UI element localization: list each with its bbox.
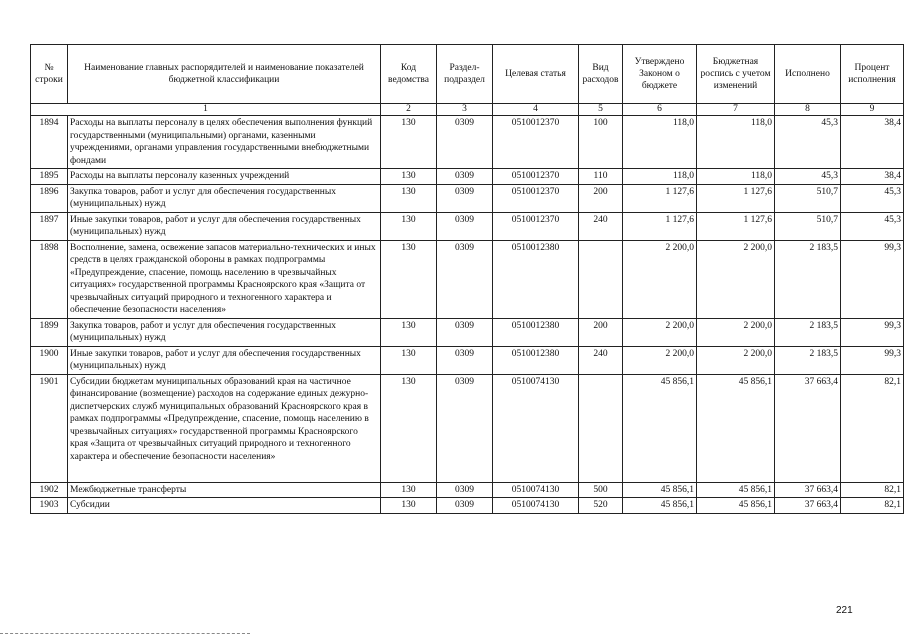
executed-amount: 2 183,5: [775, 346, 841, 374]
budget-list-amount: 118,0: [697, 116, 775, 169]
header-department-code: Код ведомства: [381, 45, 437, 104]
approved-amount: 118,0: [623, 116, 697, 169]
approved-amount: 2 200,0: [623, 346, 697, 374]
department-code: 130: [381, 482, 437, 498]
row-name: Расходы на выплаты персоналу казенных учреждений: [68, 169, 381, 185]
target-article: 0510012380: [493, 240, 579, 318]
target-article: 0510012380: [493, 318, 579, 346]
table-row: [31, 498, 904, 514]
row-number: 1899: [31, 318, 68, 346]
budget-list-amount: 1 127,6: [697, 184, 775, 212]
expense-type: [579, 240, 623, 318]
approved-amount: 2 200,0: [623, 240, 697, 318]
executed-amount: 45,3: [775, 116, 841, 169]
section-code: 0309: [437, 482, 493, 498]
column-number: 4: [493, 104, 579, 116]
execution-percent: 45,3: [841, 212, 904, 240]
target-article: 0510074130: [493, 374, 579, 482]
executed-amount: 510,7: [775, 184, 841, 212]
expense-type: 240: [579, 346, 623, 374]
department-code: 130: [381, 240, 437, 318]
executed-amount: 510,7: [775, 212, 841, 240]
expense-type: 100: [579, 116, 623, 169]
table-row: [31, 184, 904, 212]
section-code: 0309: [437, 116, 493, 169]
executed-amount: 2 183,5: [775, 318, 841, 346]
budget-list-amount: 45 856,1: [697, 374, 775, 482]
row-name: Расходы на выплаты персоналу в целях обеспечения выполнения функций государственными (муниципальными) органами, казенными учреждениями, органами управления государственными внебюджетными фондами: [68, 116, 381, 169]
target-article: 0510074130: [493, 482, 579, 498]
section-code: 0309: [437, 184, 493, 212]
column-number: 6: [623, 104, 697, 116]
table-row: [31, 374, 904, 482]
execution-percent: 38,4: [841, 116, 904, 169]
row-name: Межбюджетные трансферты: [68, 482, 381, 498]
department-code: 130: [381, 318, 437, 346]
expense-type: 110: [579, 169, 623, 185]
section-code: 0309: [437, 212, 493, 240]
row-number: 1900: [31, 346, 68, 374]
table-row: [31, 318, 904, 346]
table-row: [31, 482, 904, 498]
table-row: [31, 116, 904, 169]
budget-list-amount: 2 200,0: [697, 346, 775, 374]
header-section: Раздел-подраздел: [437, 45, 493, 104]
table-row: [31, 212, 904, 240]
budget-list-amount: 118,0: [697, 169, 775, 185]
column-number: 1: [31, 104, 381, 116]
target-article: 0510012380: [493, 346, 579, 374]
page-number: 221: [836, 605, 853, 616]
budget-list-amount: 1 127,6: [697, 212, 775, 240]
table-row: [31, 346, 904, 374]
budget-list-amount: 2 200,0: [697, 240, 775, 318]
column-number: 7: [697, 104, 775, 116]
row-number: 1894: [31, 116, 68, 169]
row-name: Субсидии бюджетам муниципальных образований края на частичное финансирование (возмещение) расходов на содержание единых дежурно-диспетчерских служб муниципальных образований Красноярского края в рамках подпрограммы «Предупреждение, спасение, помощь населению в чрезвычайных ситуациях» государственной программы Красноярского края «Защита от чрезвычайных ситуаций природного и техногенного характера и обеспечение безопасности населения»: [68, 374, 381, 482]
row-name: Восполнение, замена, освежение запасов материально-технических и иных средств в целях гражданской обороны в рамках подпрограммы «Предупреждение, спасение, помощь населению в чрезвычайных ситуациях» государственной программы Красноярского края «Защита от чрезвычайных ситуаций природного и техногенного характера и обеспечение безопасности населения»: [68, 240, 381, 318]
execution-percent: 82,1: [841, 482, 904, 498]
executed-amount: 37 663,4: [775, 374, 841, 482]
budget-list-amount: 45 856,1: [697, 482, 775, 498]
section-code: 0309: [437, 169, 493, 185]
row-name: Субсидии: [68, 498, 381, 514]
approved-amount: 1 127,6: [623, 184, 697, 212]
header-executed: Исполнено: [775, 45, 841, 104]
expense-type: 200: [579, 318, 623, 346]
department-code: 130: [381, 116, 437, 169]
department-code: 130: [381, 184, 437, 212]
row-name: Иные закупки товаров, работ и услуг для обеспечения государственных (муниципальных) нужд: [68, 346, 381, 374]
department-code: 130: [381, 212, 437, 240]
target-article: 0510012370: [493, 116, 579, 169]
column-number: 3: [437, 104, 493, 116]
target-article: 0510012370: [493, 169, 579, 185]
header-approved: Утверждено Законом о бюджете: [623, 45, 697, 104]
header-percent: Процент исполнения: [841, 45, 904, 104]
execution-percent: 38,4: [841, 169, 904, 185]
header-row: [31, 45, 904, 104]
expense-type: 240: [579, 212, 623, 240]
execution-percent: 99,3: [841, 318, 904, 346]
execution-percent: 82,1: [841, 374, 904, 482]
department-code: 130: [381, 374, 437, 482]
scan-artifact-line: [0, 633, 250, 635]
row-number: 1901: [31, 374, 68, 482]
header-budget-list: Бюджетная роспись с учетом изменений: [697, 45, 775, 104]
section-code: 0309: [437, 346, 493, 374]
target-article: 0510012370: [493, 212, 579, 240]
expense-type: [579, 374, 623, 482]
expense-type: 200: [579, 184, 623, 212]
execution-percent: 99,3: [841, 346, 904, 374]
approved-amount: 1 127,6: [623, 212, 697, 240]
column-number: 5: [579, 104, 623, 116]
row-number: 1902: [31, 482, 68, 498]
section-code: 0309: [437, 318, 493, 346]
row-number: 1896: [31, 184, 68, 212]
approved-amount: 45 856,1: [623, 482, 697, 498]
budget-list-amount: 45 856,1: [697, 498, 775, 514]
row-number: 1898: [31, 240, 68, 318]
executed-amount: 37 663,4: [775, 482, 841, 498]
section-code: 0309: [437, 374, 493, 482]
target-article: 0510012370: [493, 184, 579, 212]
header-target-article: Целевая статья: [493, 45, 579, 104]
row-name: Закупка товаров, работ и услуг для обеспечения государственных (муниципальных) нужд: [68, 318, 381, 346]
executed-amount: 45,3: [775, 169, 841, 185]
column-number: 2: [381, 104, 437, 116]
approved-amount: 45 856,1: [623, 374, 697, 482]
row-number: 1895: [31, 169, 68, 185]
execution-percent: 82,1: [841, 498, 904, 514]
row-number: 1903: [31, 498, 68, 514]
section-code: 0309: [437, 240, 493, 318]
column-number-row: [31, 104, 904, 116]
header-expense-type: Вид расходов: [579, 45, 623, 104]
executed-amount: 2 183,5: [775, 240, 841, 318]
department-code: 130: [381, 498, 437, 514]
execution-percent: 99,3: [841, 240, 904, 318]
column-number: 9: [841, 104, 904, 116]
column-number: 8: [775, 104, 841, 116]
execution-percent: 45,3: [841, 184, 904, 212]
table-row: [31, 169, 904, 185]
department-code: 130: [381, 346, 437, 374]
row-name: Иные закупки товаров, работ и услуг для обеспечения государственных (муниципальных) нужд: [68, 212, 381, 240]
department-code: 130: [381, 169, 437, 185]
header-row-number: № строки: [31, 45, 68, 104]
approved-amount: 118,0: [623, 169, 697, 185]
expense-type: 500: [579, 482, 623, 498]
table-row: [31, 240, 904, 318]
expense-type: 520: [579, 498, 623, 514]
budget-table: [30, 44, 904, 514]
approved-amount: 2 200,0: [623, 318, 697, 346]
row-number: 1897: [31, 212, 68, 240]
target-article: 0510074130: [493, 498, 579, 514]
row-name: Закупка товаров, работ и услуг для обеспечения государственных (муниципальных) нужд: [68, 184, 381, 212]
executed-amount: 37 663,4: [775, 498, 841, 514]
budget-list-amount: 2 200,0: [697, 318, 775, 346]
header-name: Наименование главных распорядителей и наименование показателей бюджетной классификации: [68, 45, 381, 104]
section-code: 0309: [437, 498, 493, 514]
approved-amount: 45 856,1: [623, 498, 697, 514]
